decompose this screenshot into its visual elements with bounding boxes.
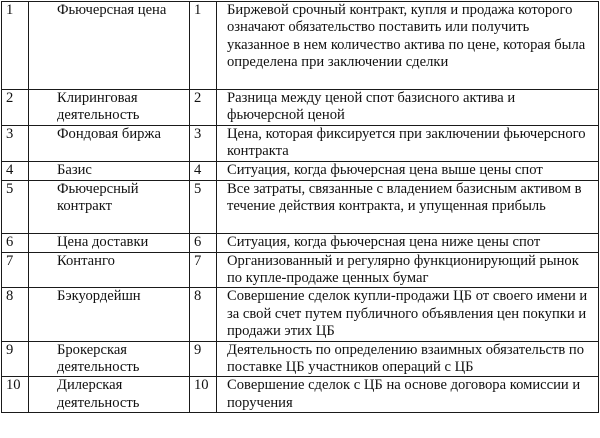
- term-cell: Бэкуордейшн: [29, 288, 190, 341]
- matching-table: [1, 1, 599, 413]
- definition-cell: Все затраты, связанные с владением базисным активом в течение действия контракта, и упущенная прибыль: [217, 180, 599, 233]
- table-row: [2, 2, 599, 90]
- definition-cell: Организованный и регулярно функционирующий рынок по купле-продаже ценных бумаг: [217, 252, 599, 288]
- term-number: 4: [2, 161, 29, 180]
- term-number: 1: [2, 2, 29, 90]
- definition-number: 8: [190, 288, 217, 341]
- definition-number: 7: [190, 252, 217, 288]
- term-cell: Фондовая биржа: [29, 125, 190, 161]
- definition-cell: Ситуация, когда фьючерсная цена ниже цены спот: [217, 233, 599, 252]
- term-cell: Фьючерсная цена: [29, 2, 190, 90]
- table-row: [2, 125, 599, 161]
- term-number: 3: [2, 125, 29, 161]
- term-cell: Фьючерсный контракт: [29, 180, 190, 233]
- definition-cell: Деятельность по определению взаимных обязательств по поставке ЦБ участников операций с ЦБ: [217, 341, 599, 377]
- definition-number: 3: [190, 125, 217, 161]
- definition-number: 2: [190, 90, 217, 126]
- definition-cell: Совершение сделок с ЦБ на основе договора комиссии и поручения: [217, 377, 599, 413]
- definition-number: 10: [190, 377, 217, 413]
- definition-number: 9: [190, 341, 217, 377]
- table-row: [2, 341, 599, 377]
- definition-cell: Цена, которая фиксируется при заключении фьючерсного контракта: [217, 125, 599, 161]
- term-cell: Дилерская деятельность: [29, 377, 190, 413]
- definition-number: 1: [190, 2, 217, 90]
- definition-cell: Совершение сделок купли-продажи ЦБ от своего имени и за свой счет путем публичного объявления цен покупки и продажи этих ЦБ: [217, 288, 599, 341]
- definition-cell: Биржевой срочный контракт, купля и продажа которого означают обязательство поставить или получить указанное в нем количество актива по цене, которая была определена при заключении сделки: [217, 2, 599, 90]
- term-cell: Клиринговая деятельность: [29, 90, 190, 126]
- definition-cell: Разница между ценой спот базисного актива и фьючерсной ценой: [217, 90, 599, 126]
- term-cell: Базис: [29, 161, 190, 180]
- term-number: 6: [2, 233, 29, 252]
- term-number: 2: [2, 90, 29, 126]
- term-number: 7: [2, 252, 29, 288]
- table-row: [2, 377, 599, 413]
- term-number: 8: [2, 288, 29, 341]
- table-row: [2, 180, 599, 233]
- term-number: 9: [2, 341, 29, 377]
- definition-number: 5: [190, 180, 217, 233]
- term-cell: Цена доставки: [29, 233, 190, 252]
- term-number: 10: [2, 377, 29, 413]
- definition-number: 4: [190, 161, 217, 180]
- table-row: [2, 161, 599, 180]
- table-row: [2, 90, 599, 126]
- definition-number: 6: [190, 233, 217, 252]
- table-row: [2, 288, 599, 341]
- definition-cell: Ситуация, когда фьючерсная цена выше цены спот: [217, 161, 599, 180]
- term-cell: Брокерская деятельность: [29, 341, 190, 377]
- term-cell: Контанго: [29, 252, 190, 288]
- table-row: [2, 252, 599, 288]
- table-row: [2, 233, 599, 252]
- term-number: 5: [2, 180, 29, 233]
